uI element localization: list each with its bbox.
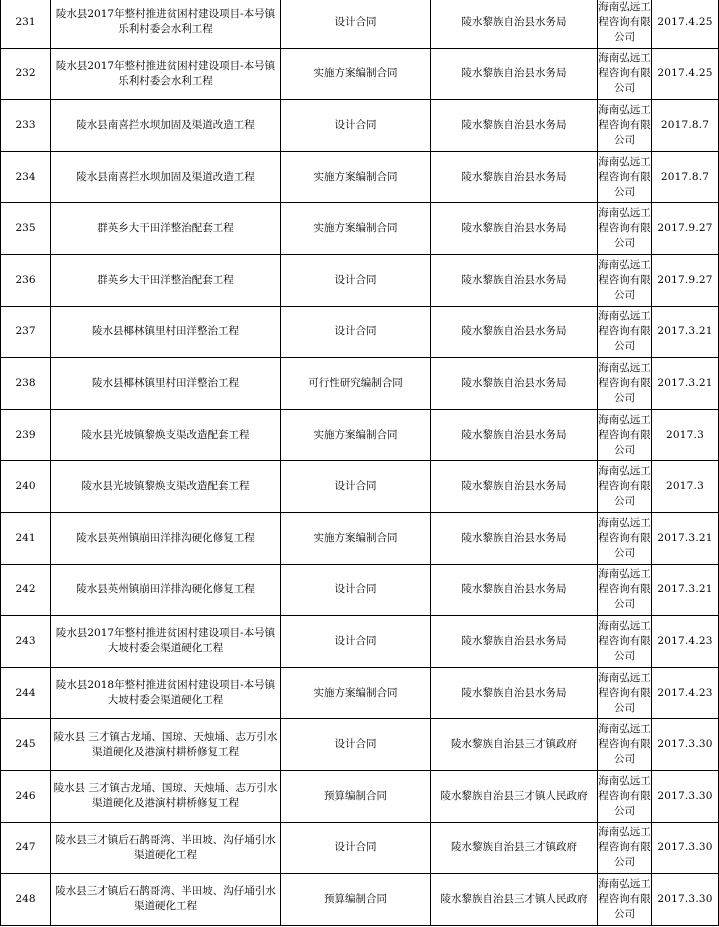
row-number: 244 (1, 667, 51, 719)
contract-type: 设计合同 (281, 254, 431, 306)
contractor-name: 海南弘远工程咨询有限公司 (598, 822, 652, 874)
client-name: 陵水黎族自治县水务局 (431, 409, 598, 461)
project-name: 陵水县三才镇后石鹊哥湾、半田坡、沟仔埇引水渠道硬化工程 (51, 874, 281, 926)
project-name: 陵水县椰林镇里村田洋整治工程 (51, 306, 281, 358)
contract-type: 设计合同 (281, 306, 431, 358)
contract-type: 实施方案编制合同 (281, 48, 431, 100)
client-name: 陵水黎族自治县三才镇政府 (431, 719, 598, 771)
project-name: 陵水县椰林镇里村田洋整治工程 (51, 358, 281, 410)
contract-type: 设计合同 (281, 616, 431, 668)
table-row (1, 254, 719, 306)
project-name: 陵水县 三才镇古龙埇、国琼、天烛埇、志万引水渠道硬化及港演村耕桥修复工程 (51, 719, 281, 771)
contract-date: 2017.8.7 (652, 100, 719, 152)
contractor-name: 海南弘远工程咨询有限公司 (598, 48, 652, 100)
table-row (1, 409, 719, 461)
contract-type: 实施方案编制合同 (281, 512, 431, 564)
contracts-table-body (1, 0, 719, 925)
contractor-name: 海南弘远工程咨询有限公司 (598, 100, 652, 152)
contract-date: 2017.4.25 (652, 48, 719, 100)
project-name: 群英乡大干田洋整治配套工程 (51, 254, 281, 306)
row-number: 235 (1, 203, 51, 255)
row-number: 237 (1, 306, 51, 358)
contract-date: 2017.3 (652, 461, 719, 513)
client-name: 陵水黎族自治县水务局 (431, 306, 598, 358)
project-name: 陵水县南喜拦水坝加固及渠道改造工程 (51, 151, 281, 203)
contract-date: 2017.8.7 (652, 151, 719, 203)
client-name: 陵水黎族自治县三才镇政府 (431, 822, 598, 874)
client-name: 陵水黎族自治县水务局 (431, 203, 598, 255)
table-row (1, 719, 719, 771)
contract-date: 2017.3.30 (652, 719, 719, 771)
contractor-name: 海南弘远工程咨询有限公司 (598, 358, 652, 410)
client-name: 陵水黎族自治县水务局 (431, 667, 598, 719)
row-number: 234 (1, 151, 51, 203)
project-name: 陵水县英州镇崩田洋排沟硬化修复工程 (51, 512, 281, 564)
contract-type: 设计合同 (281, 0, 431, 48)
table-row (1, 358, 719, 410)
table-row (1, 874, 719, 926)
contractor-name: 海南弘远工程咨询有限公司 (598, 667, 652, 719)
contract-type: 预算编制合同 (281, 770, 431, 822)
project-name: 陵水县 三才镇古龙埇、国琼、天烛埇、志万引水渠道硬化及港演村耕桥修复工程 (51, 770, 281, 822)
row-number: 231 (1, 0, 51, 48)
row-number: 238 (1, 358, 51, 410)
table-row (1, 564, 719, 616)
contractor-name: 海南弘远工程咨询有限公司 (598, 461, 652, 513)
client-name: 陵水黎族自治县水务局 (431, 100, 598, 152)
contract-date: 2017.3 (652, 409, 719, 461)
project-name: 陵水县南喜拦水坝加固及渠道改造工程 (51, 100, 281, 152)
contractor-name: 海南弘远工程咨询有限公司 (598, 564, 652, 616)
client-name: 陵水黎族自治县水务局 (431, 358, 598, 410)
table-row (1, 770, 719, 822)
contractor-name: 海南弘远工程咨询有限公司 (598, 409, 652, 461)
project-name: 陵水县光坡镇黎焕支渠改造配套工程 (51, 461, 281, 513)
client-name: 陵水黎族自治县水务局 (431, 0, 598, 48)
contract-type: 可行性研究编制合同 (281, 358, 431, 410)
contract-type: 实施方案编制合同 (281, 203, 431, 255)
contract-date: 2017.4.23 (652, 667, 719, 719)
contract-type: 设计合同 (281, 719, 431, 771)
project-name: 陵水县2017年整村推进贫困村建设项目-本号镇大坡村委会渠道硬化工程 (51, 616, 281, 668)
row-number: 248 (1, 874, 51, 926)
client-name: 陵水黎族自治县三才镇人民政府 (431, 874, 598, 926)
table-row (1, 306, 719, 358)
contract-date: 2017.4.25 (652, 0, 719, 48)
contractor-name: 海南弘远工程咨询有限公司 (598, 254, 652, 306)
client-name: 陵水黎族自治县水务局 (431, 564, 598, 616)
contract-type: 实施方案编制合同 (281, 151, 431, 203)
row-number: 243 (1, 616, 51, 668)
table-row (1, 100, 719, 152)
contract-date: 2017.3.21 (652, 512, 719, 564)
table-row (1, 203, 719, 255)
client-name: 陵水黎族自治县水务局 (431, 461, 598, 513)
project-name: 群英乡大干田洋整治配套工程 (51, 203, 281, 255)
table-row (1, 48, 719, 100)
contractor-name: 海南弘远工程咨询有限公司 (598, 0, 652, 48)
row-number: 246 (1, 770, 51, 822)
contract-date: 2017.3.30 (652, 822, 719, 874)
contract-date: 2017.3.21 (652, 564, 719, 616)
contractor-name: 海南弘远工程咨询有限公司 (598, 151, 652, 203)
client-name: 陵水黎族自治县水务局 (431, 616, 598, 668)
project-name: 陵水县英州镇崩田洋排沟硬化修复工程 (51, 564, 281, 616)
contract-date: 2017.3.21 (652, 358, 719, 410)
contract-date: 2017.4.23 (652, 616, 719, 668)
row-number: 240 (1, 461, 51, 513)
row-number: 247 (1, 822, 51, 874)
row-number: 241 (1, 512, 51, 564)
contractor-name: 海南弘远工程咨询有限公司 (598, 874, 652, 926)
contract-date: 2017.9.27 (652, 254, 719, 306)
contract-date: 2017.3.21 (652, 306, 719, 358)
contractor-name: 海南弘远工程咨询有限公司 (598, 306, 652, 358)
client-name: 陵水黎族自治县水务局 (431, 254, 598, 306)
project-name: 陵水县2017年整村推进贫困村建设项目-本号镇乐利村委会水利工程 (51, 48, 281, 100)
project-name: 陵水县2018年整村推进贫困村建设项目-本号镇大坡村委会渠道硬化工程 (51, 667, 281, 719)
contract-type: 预算编制合同 (281, 874, 431, 926)
client-name: 陵水黎族自治县水务局 (431, 151, 598, 203)
table-row (1, 151, 719, 203)
row-number: 236 (1, 254, 51, 306)
contract-type: 设计合同 (281, 564, 431, 616)
row-number: 245 (1, 719, 51, 771)
table-row (1, 667, 719, 719)
contract-type: 设计合同 (281, 822, 431, 874)
contract-type: 设计合同 (281, 100, 431, 152)
contractor-name: 海南弘远工程咨询有限公司 (598, 770, 652, 822)
row-number: 239 (1, 409, 51, 461)
table-row (1, 616, 719, 668)
contract-type: 实施方案编制合同 (281, 667, 431, 719)
contract-date: 2017.9.27 (652, 203, 719, 255)
client-name: 陵水黎族自治县水务局 (431, 48, 598, 100)
project-name: 陵水县光坡镇黎焕支渠改造配套工程 (51, 409, 281, 461)
contractor-name: 海南弘远工程咨询有限公司 (598, 616, 652, 668)
contract-date: 2017.3.30 (652, 770, 719, 822)
row-number: 232 (1, 48, 51, 100)
client-name: 陵水黎族自治县水务局 (431, 512, 598, 564)
project-name: 陵水县三才镇后石鹊哥湾、半田坡、沟仔埇引水渠道硬化工程 (51, 822, 281, 874)
contract-type: 设计合同 (281, 461, 431, 513)
contractor-name: 海南弘远工程咨询有限公司 (598, 719, 652, 771)
table-row (1, 461, 719, 513)
table-row (1, 822, 719, 874)
contract-date: 2017.3.30 (652, 874, 719, 926)
contractor-name: 海南弘远工程咨询有限公司 (598, 512, 652, 564)
table-row (1, 512, 719, 564)
row-number: 242 (1, 564, 51, 616)
table-row (1, 0, 719, 48)
contractor-name: 海南弘远工程咨询有限公司 (598, 203, 652, 255)
row-number: 233 (1, 100, 51, 152)
project-name: 陵水县2017年整村推进贫困村建设项目-本号镇乐利村委会水利工程 (51, 0, 281, 48)
contract-type: 实施方案编制合同 (281, 409, 431, 461)
client-name: 陵水黎族自治县三才镇人民政府 (431, 770, 598, 822)
